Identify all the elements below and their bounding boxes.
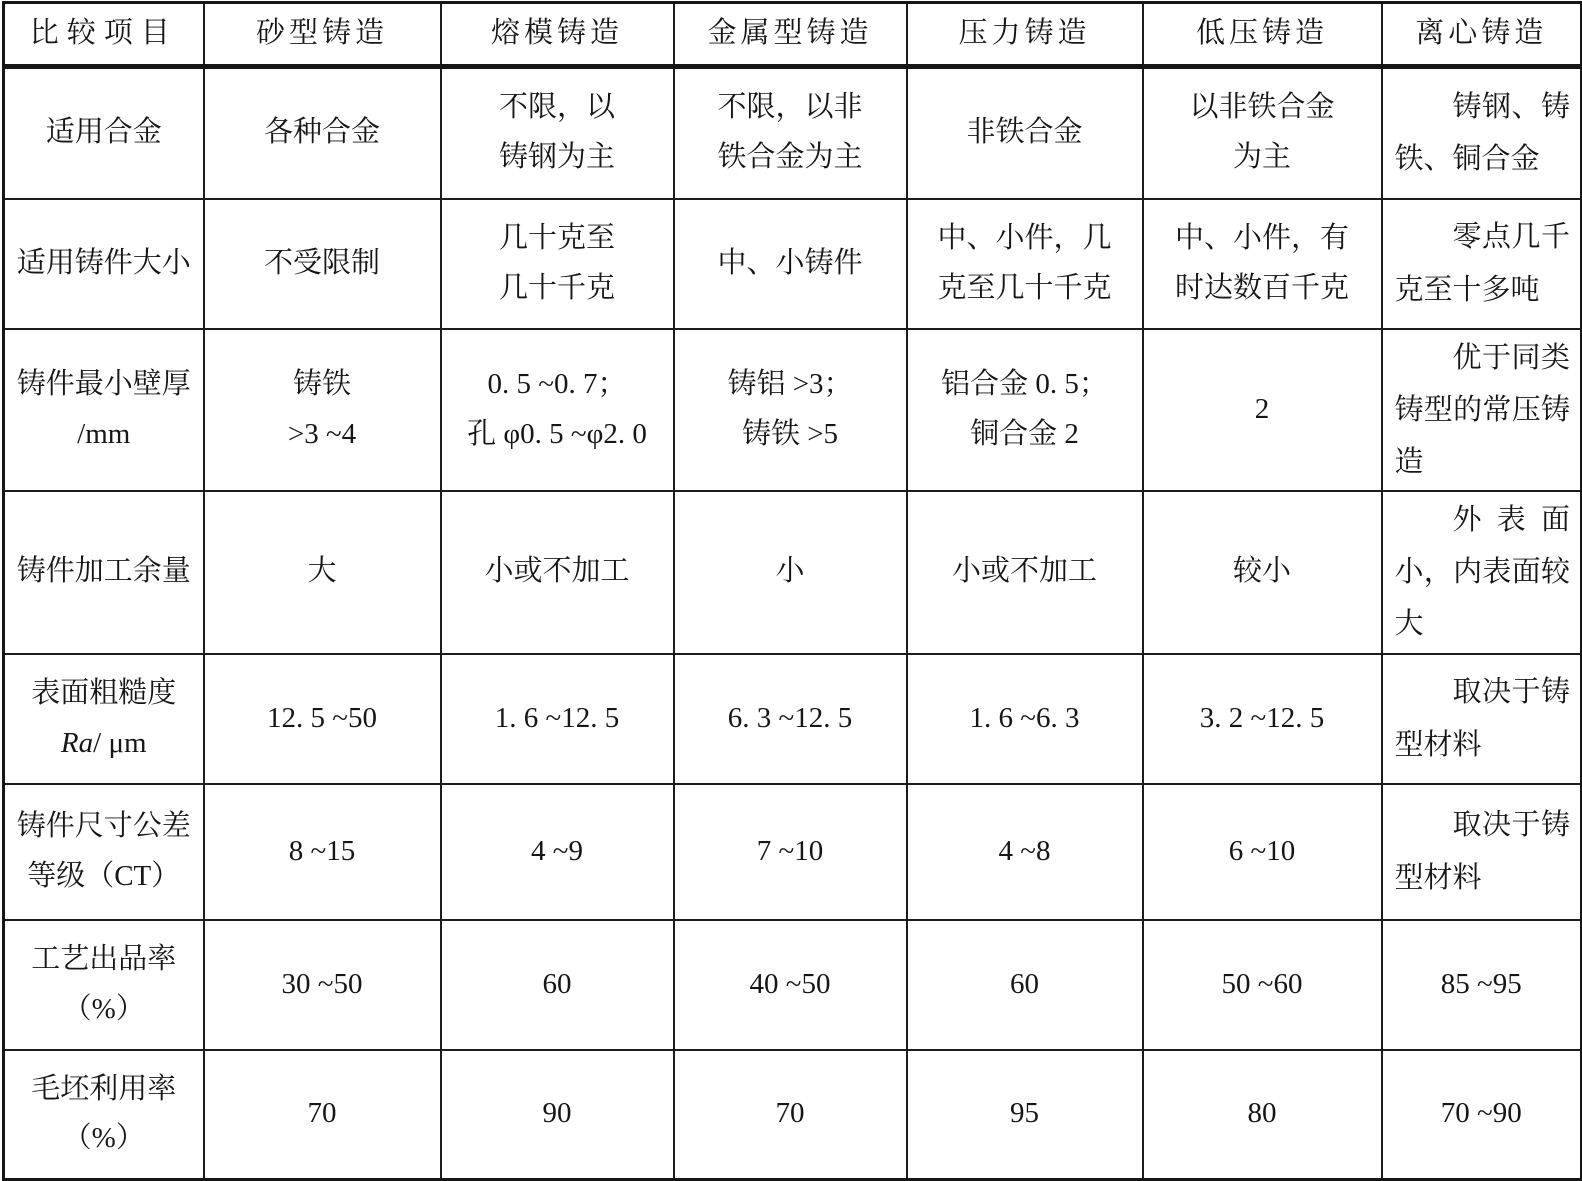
cell-line: 70 ~90 [1440, 1097, 1522, 1130]
cell-line: 4 ~9 [531, 834, 583, 867]
cell-line: 时达数百千克 [1174, 271, 1349, 304]
cell-line: 1. 6 ~12. 5 [494, 701, 620, 734]
cell-line: 适用铸件大小 [16, 246, 191, 279]
cell-paragraph: 铸钢、铸铁、铜合金 [1394, 91, 1570, 176]
table-cell [1143, 199, 1382, 329]
cell-line: 80 [1247, 1097, 1277, 1130]
cell-line: 各种合金 [263, 116, 380, 149]
cell-line: 铸铁 [292, 367, 351, 400]
cell-line: 非铁合金 [966, 116, 1083, 149]
cell-line: 等级（CT） [27, 859, 181, 892]
cell-line: 40 ~50 [749, 967, 831, 1000]
table-cell [907, 784, 1143, 920]
cell-line: 小或不加工 [484, 555, 630, 588]
table-cell [1143, 654, 1382, 784]
table-cell [204, 199, 441, 329]
cell-line: 孔 φ0. 5 ~φ2. 0 [467, 417, 647, 450]
table-cell [1382, 199, 1582, 329]
cell-line: 毛坯利用率 [31, 1072, 177, 1105]
row-label-min-wall-thickness [4, 329, 204, 492]
cell-line: 大 [307, 555, 337, 588]
cell-line: 铸铝 >3； [727, 367, 853, 400]
table-cell [441, 784, 674, 920]
cell-line: 不受限制 [263, 246, 380, 279]
column-header-low-pressure-casting: 低压铸造 [1143, 3, 1382, 67]
row-casting-size [4, 199, 1582, 329]
table-cell [204, 491, 441, 654]
row-process-yield [4, 920, 1582, 1050]
table-cell [1382, 654, 1582, 784]
table-cell [674, 784, 907, 920]
column-header-centrifugal-casting: 离心铸造 [1382, 3, 1582, 67]
table-cell [907, 67, 1143, 199]
table-cell [204, 67, 441, 199]
column-header-compare-item: 比较项目 [4, 3, 204, 67]
table-cell [907, 329, 1143, 492]
cell-line: 铸件最小壁厚 [16, 367, 191, 400]
cell-line: 0. 5 ~0. 7； [487, 367, 627, 400]
ra-symbol: Ra [60, 726, 94, 759]
cell-line: 以非铁合金 [1189, 91, 1335, 124]
row-label-machining-allowance [4, 491, 204, 654]
cell-line: 工艺出品率 [31, 942, 177, 975]
table-cell [441, 654, 674, 784]
table-cell [1143, 1050, 1382, 1180]
cell-paragraph: 零点几千克至十多吨 [1394, 221, 1570, 306]
table-cell [441, 67, 674, 199]
cell-line: 铜合金 2 [970, 417, 1079, 450]
cell-line: 70 [775, 1097, 805, 1130]
cell-line: 3. 2 ~12. 5 [1199, 701, 1325, 734]
cell-line: 85 ~95 [1440, 967, 1522, 1000]
cell-line: 95 [1010, 1097, 1039, 1130]
table-cell [441, 1050, 674, 1180]
table-cell [674, 920, 907, 1050]
cell-line: 60 [1010, 967, 1039, 1000]
table-cell [1143, 920, 1382, 1050]
cell-line: 几十千克 [498, 271, 615, 304]
cell-line: 中、小铸件 [717, 246, 863, 279]
row-min-wall-thickness [4, 329, 1582, 492]
cell-line: 适用合金 [45, 116, 162, 149]
cell-line: 较小 [1232, 555, 1291, 588]
cell-line: 铸件加工余量 [16, 555, 191, 588]
table-cell [907, 920, 1143, 1050]
column-header-investment-casting: 熔模铸造 [441, 3, 674, 67]
table-cell [1143, 784, 1382, 920]
header-row [4, 3, 1582, 67]
table-cell [204, 329, 441, 492]
cell-line: 铸件尺寸公差 [16, 809, 191, 842]
cell-line [11, 719, 197, 769]
cell-paragraph: 外表面小，内表面较大 [1394, 504, 1570, 641]
table-cell [204, 654, 441, 784]
table-cell [1143, 67, 1382, 199]
table-cell [204, 784, 441, 920]
table-cell [907, 1050, 1143, 1180]
table-cell [1382, 1050, 1582, 1180]
row-label-surface-roughness [4, 654, 204, 784]
table-cell [1382, 67, 1582, 199]
cell-line: 铝合金 0. 5； [941, 367, 1108, 400]
column-header-die-casting: 压力铸造 [907, 3, 1143, 67]
row-surface-roughness [4, 654, 1582, 784]
table-cell [1143, 491, 1382, 654]
cell-paragraph: 取决于铸型材料 [1394, 809, 1570, 894]
row-label-casting-size [4, 199, 204, 329]
ra-unit: / μm [93, 726, 147, 759]
cell-line: 铸钢为主 [498, 141, 615, 174]
table-cell [441, 920, 674, 1050]
cell-line: 6 ~10 [1228, 834, 1296, 867]
cell-line: 为主 [1232, 141, 1291, 174]
table-cell [674, 654, 907, 784]
cell-line: 中、小件，几 [937, 221, 1112, 254]
table-cell [1143, 329, 1382, 492]
cell-line: 表面粗糙度 [31, 676, 177, 709]
cell-line: 6. 3 ~12. 5 [727, 701, 853, 734]
row-label-blank-utilization [4, 1050, 204, 1180]
row-dimensional-tolerance [4, 784, 1582, 920]
cell-paragraph: 取决于铸型材料 [1394, 676, 1570, 761]
row-machining-allowance [4, 491, 1582, 654]
row-label-process-yield [4, 920, 204, 1050]
cell-line: 中、小件，有 [1174, 221, 1349, 254]
table-cell [907, 199, 1143, 329]
cell-line: 50 ~60 [1221, 967, 1303, 1000]
table-cell [674, 67, 907, 199]
table-cell [1382, 491, 1582, 654]
table-cell [907, 654, 1143, 784]
cell-line: 90 [542, 1097, 572, 1130]
cell-line: 12. 5 ~50 [267, 701, 377, 734]
table-cell [674, 199, 907, 329]
table-cell [441, 329, 674, 492]
table-cell [204, 920, 441, 1050]
cell-line: 1. 6 ~6. 3 [969, 701, 1080, 734]
cell-line: 60 [542, 967, 572, 1000]
cell-line: 30 ~50 [281, 967, 363, 1000]
row-applicable-alloy [4, 67, 1582, 199]
cell-line: 7 ~10 [756, 834, 824, 867]
table-cell [674, 491, 907, 654]
table-cell [907, 491, 1143, 654]
cell-line: 铁合金为主 [717, 141, 863, 174]
casting-comparison-table [2, 1, 1582, 1181]
cell-line: 不限，以 [498, 91, 615, 124]
table-cell [441, 199, 674, 329]
table-cell [204, 1050, 441, 1180]
cell-line: 8 ~15 [288, 834, 356, 867]
cell-line: 克至几十千克 [937, 271, 1112, 304]
column-header-sand-casting: 砂型铸造 [204, 3, 441, 67]
cell-line: 铸铁 >5 [741, 417, 839, 450]
cell-line: 70 [307, 1097, 337, 1130]
table-cell [674, 329, 907, 492]
table-cell [1382, 920, 1582, 1050]
table-cell [1382, 329, 1582, 492]
row-label-applicable-alloy [4, 67, 204, 199]
row-blank-utilization [4, 1050, 1582, 1180]
cell-line: 不限，以非 [717, 91, 863, 124]
cell-line: （%） [62, 992, 145, 1025]
cell-line: 小 [775, 555, 805, 588]
cell-line: 几十克至 [498, 221, 615, 254]
table-cell [1382, 784, 1582, 920]
table-cell [441, 491, 674, 654]
table-cell [674, 1050, 907, 1180]
cell-line: 小或不加工 [951, 555, 1097, 588]
row-label-dimensional-tolerance [4, 784, 204, 920]
cell-line: 2 [1254, 392, 1270, 425]
column-header-metal-mold-casting: 金属型铸造 [674, 3, 907, 67]
cell-paragraph: 优于同类铸型的常压铸造 [1394, 341, 1570, 478]
cell-line: /mm [77, 417, 131, 450]
cell-line: >3 ~4 [287, 417, 357, 450]
cell-line: （%） [62, 1122, 145, 1155]
cell-line: 4 ~8 [998, 834, 1051, 867]
